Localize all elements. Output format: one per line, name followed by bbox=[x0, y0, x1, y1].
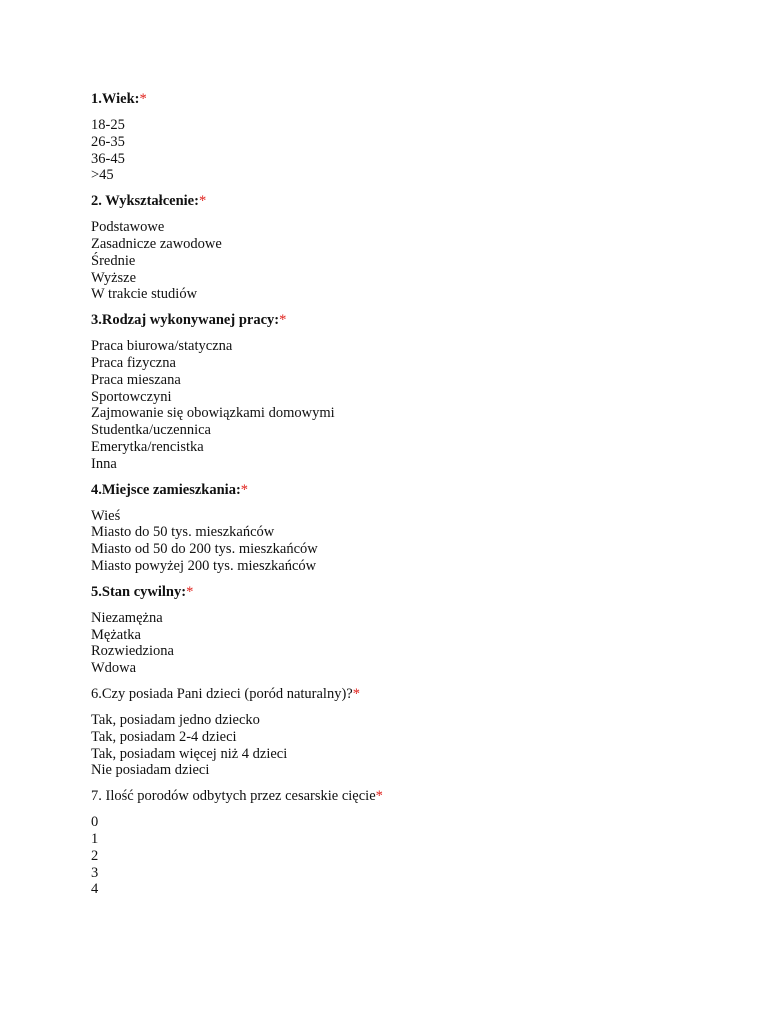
option-item: 2 bbox=[91, 847, 99, 864]
option-item: 0 bbox=[91, 814, 99, 831]
option-item: 1 bbox=[91, 830, 99, 847]
option-item: Wieś bbox=[91, 507, 121, 524]
option-item: Tak, posiadam jedno dziecko bbox=[91, 711, 260, 728]
option-item: 4 bbox=[91, 881, 99, 898]
question-title-text: 5.Stan cywilny: bbox=[91, 583, 187, 600]
option-item: Nie posiadam dzieci bbox=[91, 762, 210, 779]
question-title-text: 3.Rodzaj wykonywanej pracy: bbox=[91, 312, 280, 329]
option-item: Wdowa bbox=[91, 660, 137, 677]
option-item: 26-35 bbox=[91, 133, 125, 150]
question-title-text: 4.Miejsce zamieszkania: bbox=[91, 481, 241, 498]
option-item: Studentka/uczennica bbox=[91, 422, 211, 439]
question-residence bbox=[91, 482, 731, 575]
option-item: Rozwiedziona bbox=[91, 643, 174, 660]
option-item: W trakcie studiów bbox=[91, 286, 198, 303]
option-item: Praca biurowa/statyczna bbox=[91, 338, 233, 355]
option-item: Średnie bbox=[91, 252, 136, 269]
option-item: 18-25 bbox=[91, 117, 125, 133]
question-title bbox=[91, 584, 731, 601]
required-asterisk: * bbox=[198, 193, 207, 210]
required-asterisk: * bbox=[375, 788, 383, 805]
options-list bbox=[91, 219, 731, 303]
question-title bbox=[91, 482, 731, 499]
options-list bbox=[91, 338, 731, 472]
question-work-type bbox=[91, 312, 731, 472]
option-item: Tak, posiadam więcej niż 4 dzieci bbox=[91, 745, 288, 762]
question-title-text: 2. Wykształcenie: bbox=[91, 193, 199, 210]
option-item: Emerytka/rencistka bbox=[91, 438, 204, 455]
options-list bbox=[91, 610, 731, 677]
question-title bbox=[91, 91, 731, 108]
options-list bbox=[91, 117, 731, 184]
question-age bbox=[91, 91, 731, 184]
options-list bbox=[91, 712, 731, 779]
required-asterisk: * bbox=[186, 583, 194, 600]
required-asterisk: * bbox=[139, 91, 147, 107]
option-item: 3 bbox=[91, 864, 99, 881]
required-asterisk: * bbox=[352, 685, 360, 702]
option-item: Wyższe bbox=[91, 269, 137, 286]
question-title bbox=[91, 686, 731, 703]
option-item: Podstawowe bbox=[91, 219, 165, 236]
option-item: Miasto powyżej 200 tys. mieszkańców bbox=[91, 557, 317, 574]
option-item: Sportowczyni bbox=[91, 388, 172, 405]
survey-document bbox=[91, 91, 731, 907]
option-item: Mężatka bbox=[91, 626, 141, 643]
option-item: Niezamężna bbox=[91, 609, 163, 626]
question-title bbox=[91, 312, 731, 329]
option-item: Miasto do 50 tys. mieszkańców bbox=[91, 524, 275, 541]
question-title bbox=[91, 788, 731, 805]
option-item: Praca mieszana bbox=[91, 371, 181, 388]
question-title-text: 6.Czy posiada Pani dzieci (poród naturalny)? bbox=[91, 685, 353, 702]
question-cesarean-count bbox=[91, 788, 731, 898]
question-title-text: 1.Wiek: bbox=[91, 91, 140, 107]
options-list bbox=[91, 508, 731, 575]
option-item: Inna bbox=[91, 455, 117, 472]
option-item: Zajmowanie się obowiązkami domowymi bbox=[91, 405, 335, 422]
question-children bbox=[91, 686, 731, 779]
question-education bbox=[91, 193, 731, 303]
option-item: Miasto od 50 do 200 tys. mieszkańców bbox=[91, 541, 318, 558]
question-title bbox=[91, 193, 731, 210]
options-list bbox=[91, 814, 731, 898]
option-item: Praca fizyczna bbox=[91, 354, 176, 371]
question-marital-status bbox=[91, 584, 731, 677]
question-title-text: 7. Ilość porodów odbytych przez cesarskie cięcie bbox=[91, 788, 376, 805]
option-item: >45 bbox=[91, 167, 114, 184]
required-asterisk: * bbox=[240, 481, 249, 498]
option-item: Zasadnicze zawodowe bbox=[91, 235, 222, 252]
required-asterisk: * bbox=[279, 312, 287, 329]
option-item: 36-45 bbox=[91, 150, 125, 167]
option-item: Tak, posiadam 2-4 dzieci bbox=[91, 728, 237, 745]
